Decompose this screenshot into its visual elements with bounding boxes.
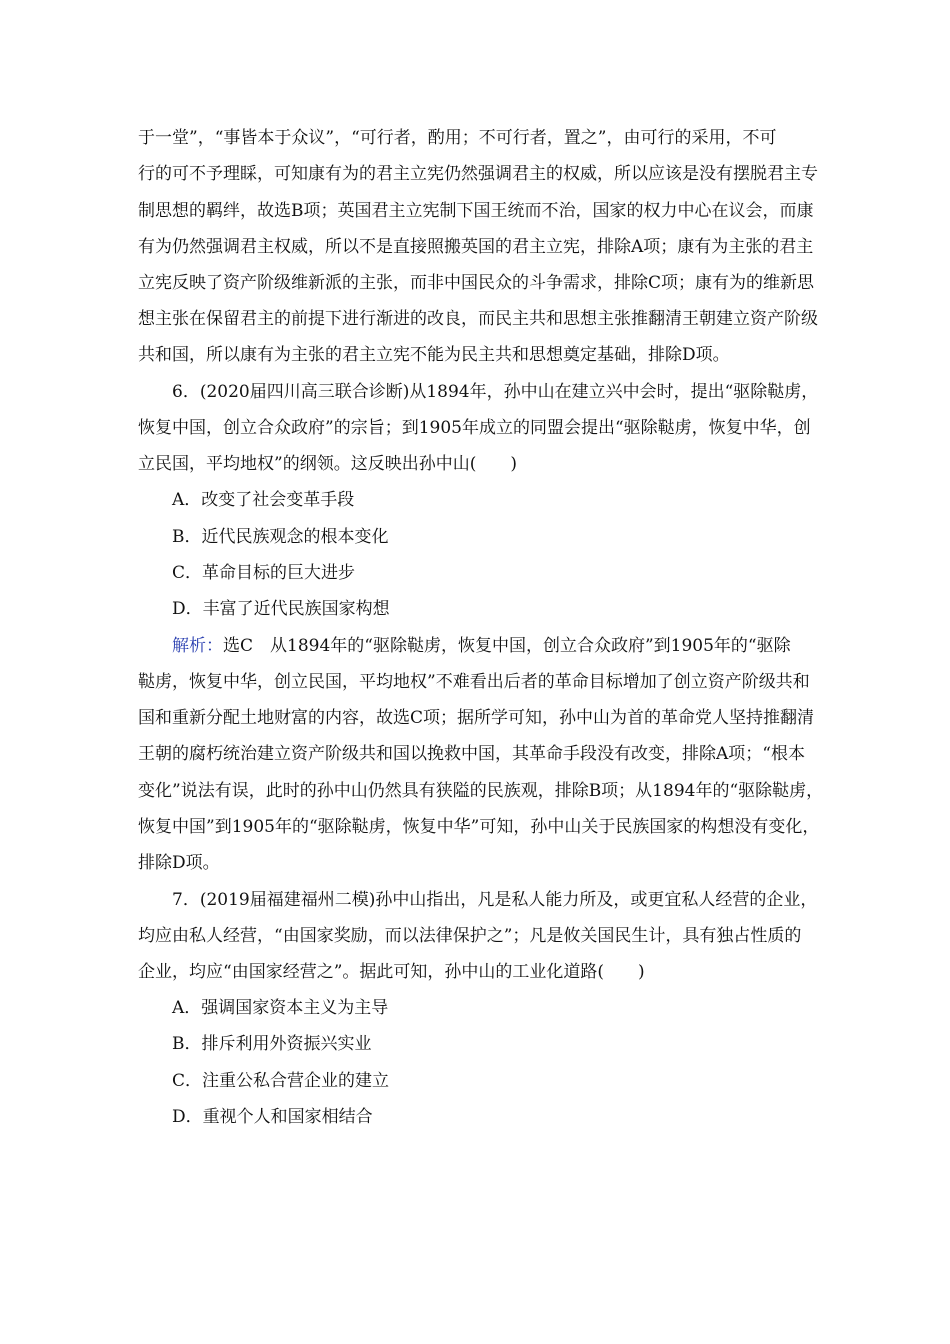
q5-explanation-line: 立宪反映了资产阶级维新派的主张，而非中国民众的斗争需求，排除C项；康有为的维新思 — [138, 273, 815, 293]
q7-option-d: D．重视个人和国家相结合 — [172, 1107, 373, 1127]
q5-explanation-line: 有为仍然强调君主权威，所以不是直接照搬英国的君主立宪，排除A项；康有为主张的君主 — [138, 237, 814, 257]
q6-stem-line: 恢复中国，创立合众政府”的宗旨；到1905年成立的同盟会提出“驱除鞑虏，恢复中华，创 — [138, 418, 811, 438]
q7-option-a: A．强调国家资本主义为主导 — [172, 998, 389, 1018]
q6-analysis-line: 变化”说法有误，此时的孙中山仍然具有狭隘的民族观，排除B项；从1894年的“驱除鞑虏， — [138, 781, 824, 801]
q6-analysis-line: 排除D项。 — [138, 853, 220, 873]
analysis-label: 解析： — [172, 636, 223, 656]
q6-option-a: A．改变了社会变革手段 — [172, 490, 355, 510]
q6-analysis-first-line — [172, 634, 791, 658]
q6-analysis-line: 恢复中国”到1905年的“驱除鞑虏，恢复中华”可知，孙中山关于民族国家的构想没有变化， — [138, 817, 820, 837]
q7-stem-line: 企业，均应“由国家经营之”。据此可知，孙中山的工业化道路( ) — [138, 962, 645, 982]
q5-explanation-line: 制思想的羁绊，故选B项；英国君主立宪制下国王统而不治，国家的权力中心在议会，而康 — [138, 201, 814, 221]
q6-stem-line: 立民国，平均地权”的纲领。这反映出孙中山( ) — [138, 454, 517, 474]
q6-option-c: C．革命目标的巨大进步 — [172, 563, 356, 583]
q6-analysis-line: 国和重新分配土地财富的内容，故选C项；据所学可知，孙中山为首的革命党人坚持推翻清 — [138, 708, 815, 728]
q7-stem-line: 7．(2019届福建福州二模)孙中山指出，凡是私人能力所及，或更宜私人经营的企业， — [172, 890, 818, 910]
q5-explanation-line: 共和国，所以康有为主张的君主立宪不能为民主共和思想奠定基础，排除D项。 — [138, 345, 730, 365]
q7-option-b: B．排斥利用外资振兴实业 — [172, 1034, 372, 1054]
q7-stem-line: 均应由私人经营，“由国家奖励，而以法律保护之”；凡是攸关国民生计，具有独占性质的 — [138, 926, 802, 946]
q5-explanation-line: 行的可不予理睬，可知康有为的君主立宪仍然强调君主的权威，所以应该是没有摆脱君主专 — [138, 164, 818, 184]
q6-analysis-line: 王朝的腐朽统治建立资产阶级共和国以挽救中国，其革命手段没有改变，排除A项；“根本 — [138, 744, 805, 764]
q6-stem-line: 6．(2020届四川高三联合诊断)从1894年，孙中山在建立兴中会时，提出“驱除鞑虏， — [172, 382, 819, 402]
q5-explanation-line: 于一堂”，“事皆本于众议”，“可行者，酌用；不可行者，置之”，由可行的采用，不可 — [138, 128, 777, 148]
q6-option-b: B．近代民族观念的根本变化 — [172, 527, 389, 547]
q7-option-c: C．注重公私合营企业的建立 — [172, 1071, 390, 1091]
q6-analysis-line: 鞑虏，恢复中华，创立民国，平均地权”不难看出后者的革命目标增加了创立资产阶级共和 — [138, 672, 810, 692]
q6-option-d: D．丰富了近代民族国家构想 — [172, 599, 390, 619]
analysis-text: 选C 从1894年的“驱除鞑虏，恢复中国，创立合众政府”到1905年的“驱除 — [223, 636, 791, 656]
q5-explanation-line: 想主张在保留君主的前提下进行渐进的改良，而民主共和思想主张推翻清王朝建立资产阶级 — [138, 309, 818, 329]
